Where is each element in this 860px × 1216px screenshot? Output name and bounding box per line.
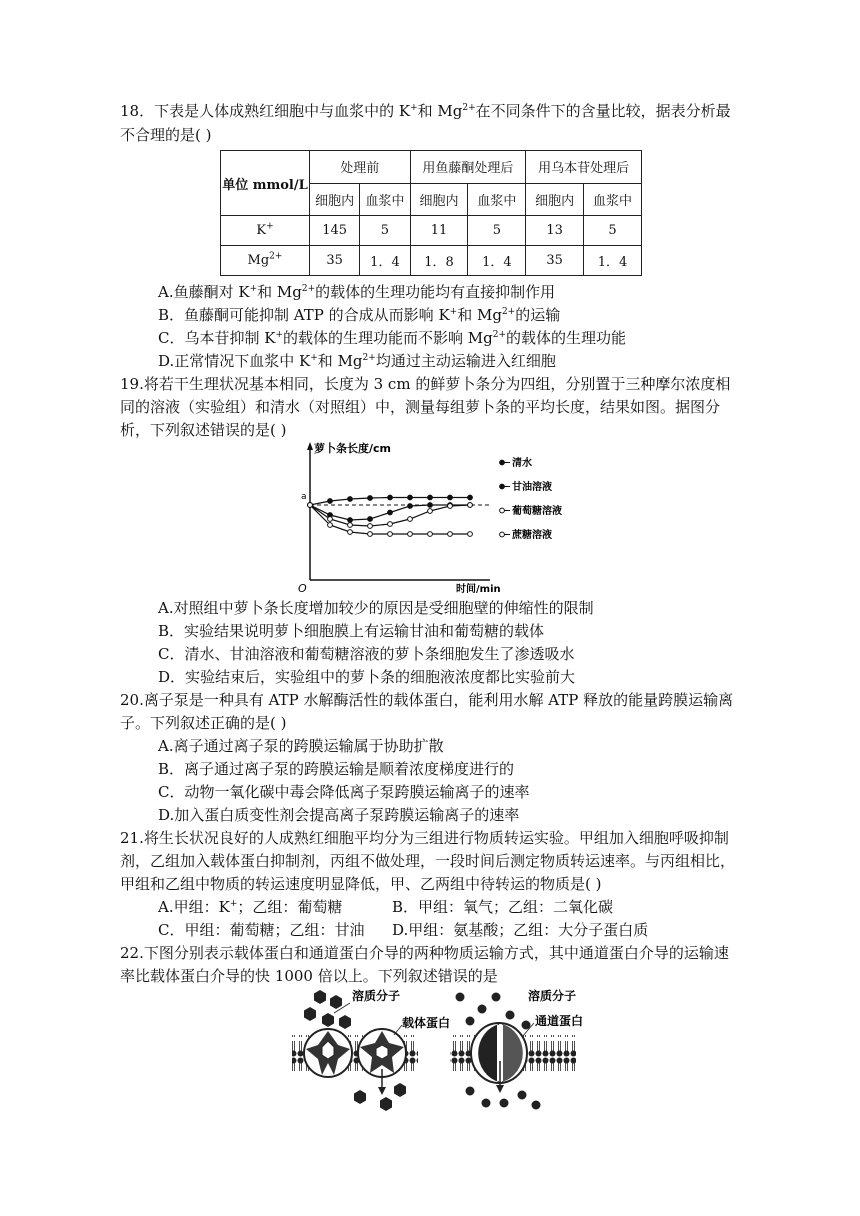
series-3-point [348,530,353,535]
x-axis-label: 时间/min [456,584,501,595]
series-0-point [408,495,413,500]
series-0-point [428,495,433,500]
legend-label: 甘油溶液 [512,482,552,493]
q18-stem-line1: 18．下表是人体成熟红细胞中与血浆中的 K+和 $Mg^{2+}$在不同条件下的含量比较，据表分析最 [120,102,731,120]
table-subheader: 血浆中 [360,183,410,216]
legend-label: 清水 [512,458,532,469]
origin-label: O [298,582,307,595]
q21-stem-line1: 21.将生长状况良好的人成熟红细胞平均分为三组进行物质转运实验。甲组加入细胞呼吸抑制 [120,829,729,847]
series-1-point [368,517,373,522]
table-subheader: 细胞内 [410,183,468,216]
legend-marker [500,508,505,513]
y-axis-label: 萝卜条长度/cm [314,442,391,455]
table-unit-cell: 单位 mmol/L [221,151,310,216]
table-subheader: 细胞内 [526,183,584,216]
table-cell: 35 [310,246,360,276]
solute-molecules-right-bottom [466,1087,541,1110]
series-3-point [368,532,373,537]
table-group-header: 处理前 [310,151,411,184]
q21-option-a: A.甲组：K+；乙组：葡萄糖 [158,898,343,916]
q19-option-c: C．清水、甘油溶液和葡萄糖溶液的萝卜条细胞发生了渗透吸水 [158,645,575,663]
transport-protein-figure [290,985,600,1115]
series-1-point [348,518,353,523]
table-cell: 5 [468,216,526,246]
q18-option-c: C．乌本苷抑制 K+的载体的生理功能而不影响 $Mg^{2+}$的载体的生理功能 [158,329,627,347]
table-cell: 11 [410,216,468,246]
solute-molecules-left-top [304,990,351,1029]
label-solute-left: 溶质分子 [352,989,401,1003]
table-cell: 1．4 [584,246,642,276]
series-3-point [468,532,473,537]
q19-option-a: A.对照组中萝卜条长度增加较少的原因是受细胞壁的伸缩性的限制 [158,599,594,617]
series-2-point [368,524,373,529]
table-cell: 13 [526,216,584,246]
carrier-protein-1 [304,1029,352,1077]
q18-stem-line2: 不合理的是( ) [120,126,212,144]
series-3-point [428,532,433,537]
series-1-point [428,503,433,508]
q20-option-d: D.加入蛋白质变性剂会提高离子泵跨膜运输离子的速率 [158,806,520,824]
table-cell: 35 [526,246,584,276]
table-cell: 5 [584,216,642,246]
series-2-point [328,517,333,522]
series-2-point [348,523,353,528]
q18-option-d: D.正常情况下血浆中 K+和 $Mg^{2+}$均通过主动运输进入红细胞 [158,352,556,370]
legend-marker [500,484,505,489]
q22-stem-line1: 22.下图分别表示载体蛋白和通道蛋白介导的两种物质运输方式，其中通道蛋白介导的运输速 [120,944,729,962]
q18-option-a: A.鱼藤酮对 K+和 $Mg^{2+}$的载体的生理功能均有直接抑制作用 [158,283,556,301]
arrow-head-left [378,1087,386,1095]
table-cell: 1．4 [360,246,410,276]
series-3-point [448,532,453,537]
series-0-point [468,495,473,500]
q19-option-b: B．实验结果说明萝卜细胞膜上有运输甘油和葡萄糖的载体 [158,622,545,640]
series-3-point [388,532,393,537]
series-3-point [328,523,333,528]
table-subheader: 血浆中 [584,183,642,216]
label-channel: 通道蛋白 [535,1014,584,1028]
q21-option-c: C．甲组：葡萄糖；乙组：甘油 [158,921,365,939]
table-group-header: 用鱼藤酮处理后 [410,151,526,184]
q20-stem-line2: 子。下列叙述正确的是( ) [120,714,287,732]
q19-stem-line2: 同的溶液（实验组）和清水（对照组）中，测量每组萝卜条的平均长度，结果如图。据图分 [120,398,721,416]
q20-option-b: B．离子通过离子泵的跨膜运输是顺着浓度梯度进行的 [158,760,515,778]
q22-stem-line2: 率比载体蛋白介导的快 1000 倍以上。下列叙述错误的是 [120,967,498,985]
table-cell: 5 [360,216,410,246]
q19-option-d: D．实验结束后，实验组中的萝卜条的细胞液浓度都比实验前大 [158,668,576,686]
legend-label: 蔗糖溶液 [512,530,552,541]
q20-option-c: C．动物一氧化碳中毒会降低离子泵跨膜运输离子的速率 [158,783,530,801]
q21-stem-line3: 甲组和乙组中物质的转运速度明显降低，甲、乙两组中待转运的物质是( ) [120,875,602,893]
table-group-header: 用乌本苷处理后 [526,151,642,184]
series-0-point [368,496,373,501]
y-mark-label: a [301,492,307,502]
table-ion-cell: $Mg^{2+}$ [221,246,310,276]
q18-data-table [220,150,642,276]
table-ion-cell: K+ [221,216,310,246]
radish-length-chart [290,440,580,595]
label-carrier: 载体蛋白 [402,1016,451,1030]
label-solute-right: 溶质分子 [528,989,577,1003]
series-2-point [408,517,413,522]
q19-stem-line3: 析，下列叙述错误的是( ) [120,421,287,439]
series-3-point [308,503,313,508]
legend-marker [500,532,505,537]
series-2-point [448,504,453,509]
series-3-line [310,505,470,534]
series-1-point [408,504,413,509]
series-layer [308,495,473,536]
table-subheader: 血浆中 [468,183,526,216]
leader-carrier [394,1025,402,1035]
q20-stem-line1: 20.离子泵是一种具有 ATP 水解酶活性的载体蛋白，能利用水解 ATP 释放的能量跨膜运输离 [120,691,734,709]
series-0-point [328,499,333,504]
series-2-point [388,522,393,527]
arrow-head-right [496,1085,504,1093]
series-0-point [388,495,393,500]
table-row [221,246,642,276]
channel-protein [471,1023,527,1083]
series-3-point [408,532,413,537]
table-cell: 145 [310,216,360,246]
table-cell: 1．4 [468,246,526,276]
series-2-point [468,503,473,508]
legend [500,456,562,541]
q21-option-d: D.甲组：氨基酸；乙组：大分子蛋白质 [392,921,649,939]
series-2-point [428,509,433,514]
q18-option-b: B．鱼藤酮可能抑制 ATP 的合成从而影响 K+和 $Mg^{2+}$的运输 [158,306,561,324]
q21-option-b: B．甲组：氧气；乙组：二氧化碳 [392,898,614,916]
series-1-point [388,510,393,515]
q21-stem-line2: 剂，乙组加入载体蛋白抑制剂，丙组不做处理，一段时间后测定物质转运速率。与丙组相比， [120,852,736,870]
table-row [221,216,642,246]
legend-label: 葡萄糖溶液 [512,506,562,517]
table-subheader: 细胞内 [310,183,360,216]
q19-stem-line1: 19.将若干生理状况基本相同，长度为 3 cm 的鲜萝卜条分为四组，分别置于三种摩尔浓度相 [120,375,731,393]
table-cell: 1．8 [410,246,468,276]
q20-option-a: A.离子通过离子泵的跨膜运输属于协助扩散 [158,737,444,755]
series-0-point [448,495,453,500]
series-0-point [348,497,353,502]
legend-marker [500,460,505,465]
y-axis-arrow [307,442,313,450]
